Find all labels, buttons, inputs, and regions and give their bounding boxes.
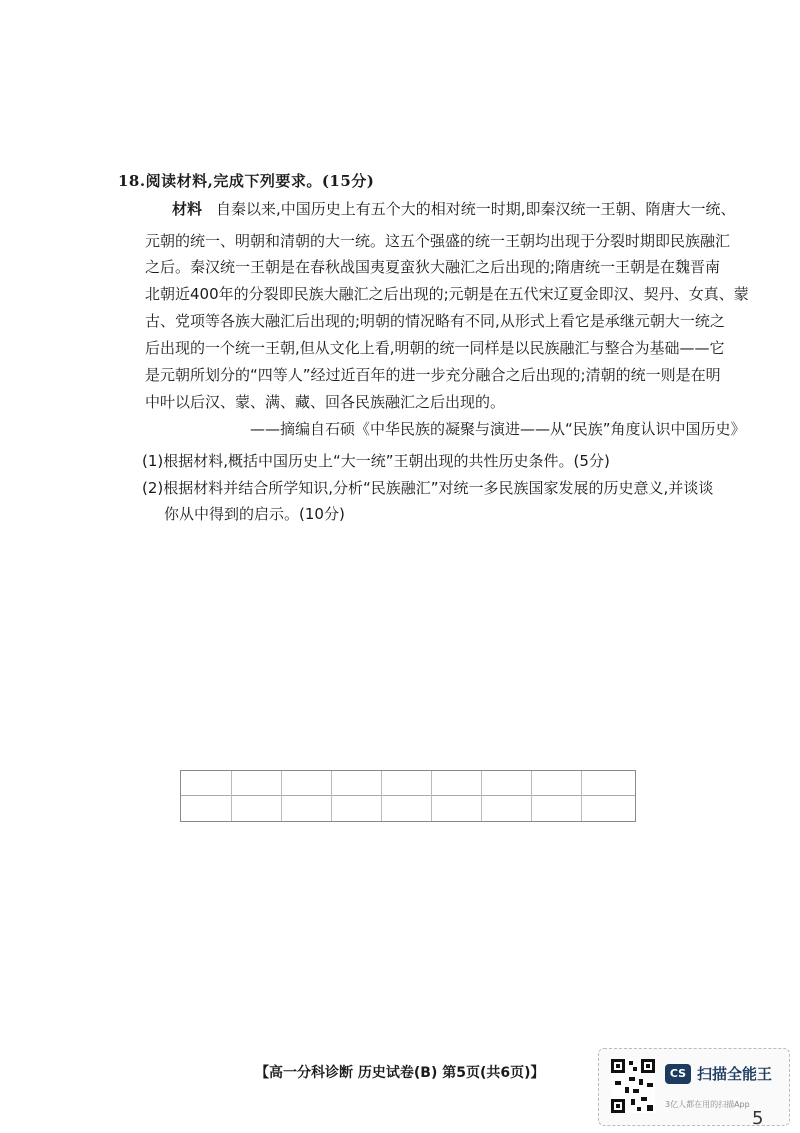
page-footer: 【高一分科诊断 历史试卷(B) 第5页(共6页)】 — [255, 1065, 545, 1081]
grid-divider — [581, 771, 582, 821]
grid-divider — [281, 771, 282, 821]
material-line: 中叶以后汉、蒙、满、藏、回各民族融汇之后出现的。 — [145, 393, 506, 411]
scanner-brand — [665, 1063, 772, 1084]
brand-tagline: 3亿人都在用的扫描App — [665, 1100, 750, 1109]
qr-code-icon — [611, 1059, 655, 1113]
question-title: 18.阅读材料,完成下列要求。(15分) — [118, 172, 375, 190]
grid-divider — [231, 771, 232, 821]
page-number: 5 — [752, 1108, 764, 1129]
grid-divider — [531, 771, 532, 821]
material-line: 古、党项等各族大融汇后出现的;明朝的情况略有不同,从形式上看它是承继元朝大一统之 — [145, 312, 725, 330]
sub-question-1: (1)根据材料,概括中国历史上“大一统”王朝出现的共性历史条件。(5分) — [142, 452, 610, 470]
grid-divider — [431, 771, 432, 821]
material-line: 是元朝所划分的“四等人”经过近百年的进一步充分融合之后出现的;清朝的统一则是在明 — [145, 366, 721, 384]
material-source: ——摘编自石硕《中华民族的凝聚与演进——从“民族”角度认识中国历史》 — [250, 420, 746, 438]
grid-divider — [181, 795, 635, 796]
grid-divider — [381, 771, 382, 821]
cs-logo-icon: CS — [665, 1064, 691, 1084]
material-text: 自秦以来,中国历史上有五个大的相对统一时期,即秦汉统一王朝、隋唐大一统、 — [216, 200, 736, 218]
brand-name: 扫描全能王 — [697, 1065, 773, 1083]
material-line: 元朝的统一、明朝和清朝的大一统。这五个强盛的统一王朝均出现于分裂时期即民族融汇 — [145, 232, 731, 250]
material-line: 北朝近400年的分裂即民族大融汇之后出现的;元朝是在五代宋辽夏金即汉、契丹、女真、蒙 — [145, 285, 749, 303]
grid-divider — [331, 771, 332, 821]
answer-grid[interactable] — [180, 770, 636, 822]
sub-question-2: (2)根据材料并结合所学知识,分析“民族融汇”对统一多民族国家发展的历史意义,并谈谈 — [142, 479, 714, 497]
material-line: 之后。秦汉统一王朝是在春秋战国夷夏蛮狄大融汇之后出现的;隋唐统一王朝是在魏晋南 — [145, 258, 721, 276]
material-line: 后出现的一个统一王朝,但从文化上看,明朝的统一同样是以民族融汇与整合为基础——它 — [145, 339, 725, 357]
sub-question-2-continued: 你从中得到的启示。(10分) — [164, 505, 345, 523]
material-label: 材料 — [172, 200, 203, 218]
material-line — [172, 198, 736, 219]
grid-divider — [481, 771, 482, 821]
